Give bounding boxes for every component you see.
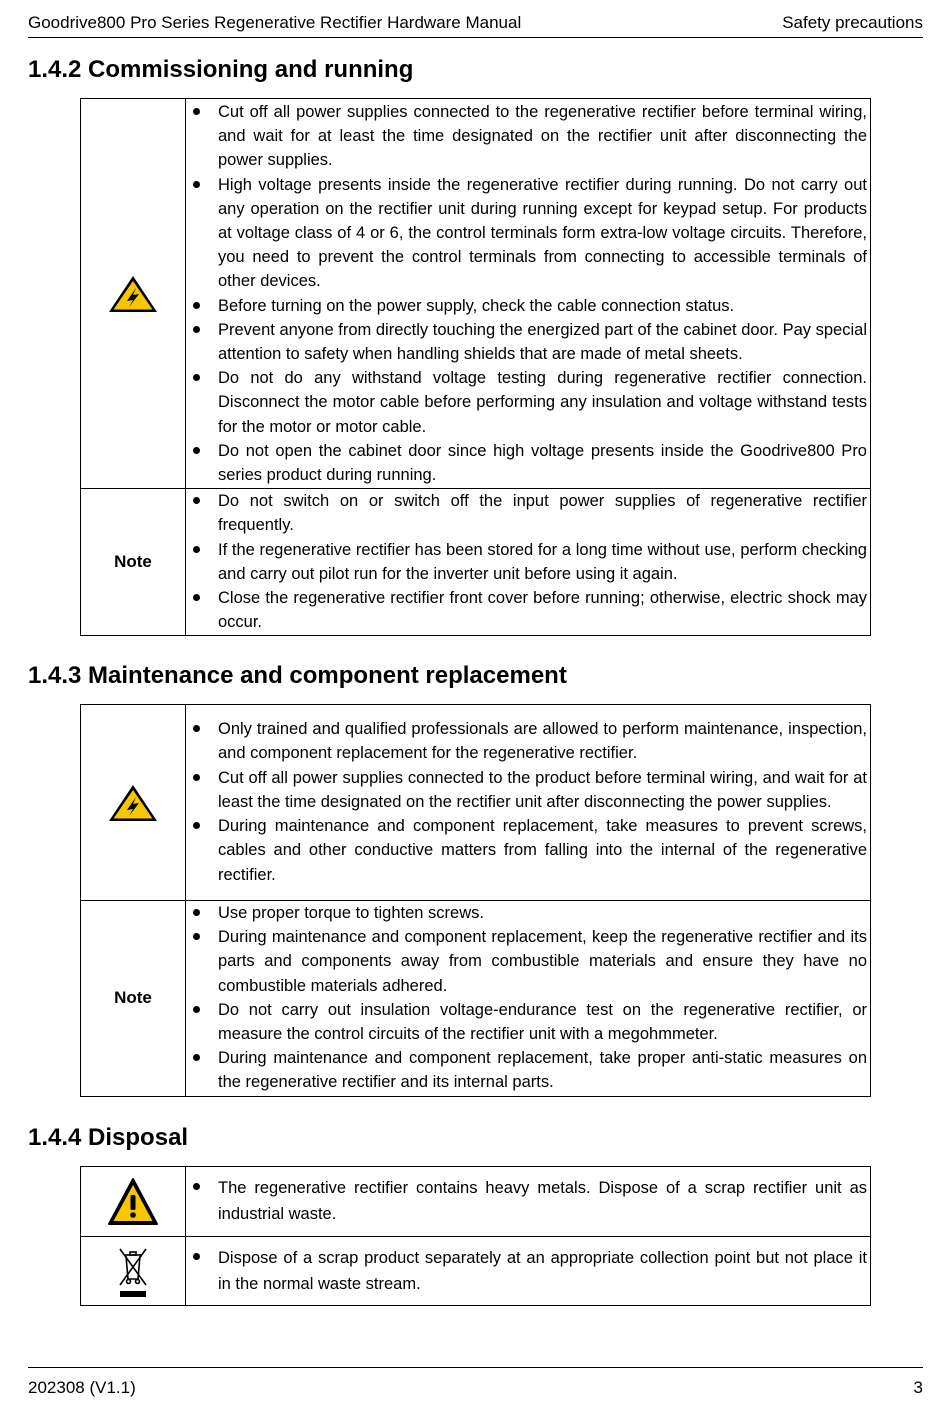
table-row xyxy=(81,1167,871,1237)
list-item: Dispose of a scrap product separately at an appropriate collection point but not place it in the normal waste stream. xyxy=(190,1245,867,1297)
list-item: If the regenerative rectifier has been stored for a long time without use, perform checking and carry out pilot run for the inverter unit before using it again. xyxy=(190,538,867,586)
high-voltage-warning-icon xyxy=(107,783,159,823)
bullet-list xyxy=(190,100,867,487)
table-row xyxy=(81,901,871,1097)
list-item: High voltage presents inside the regenerative rectifier during running. Do not carry out any operation on the rectifier unit during running except for keypad setup. For products at voltage class of 4 or 6, the control terminals form extra-low voltage circuits. Therefore, you need to prevent the control terminals from connecting to accessible terminals of other devices. xyxy=(190,173,867,294)
section-title: 1.4.3 Maintenance and component replacement xyxy=(28,662,567,689)
text-cell xyxy=(186,1237,871,1306)
section-title: 1.4.2 Commissioning and running xyxy=(28,56,414,83)
list-item: Prevent anyone from directly touching the energized part of the cabinet door. Pay special attention to safety when handling shields that are made of metal sheets. xyxy=(190,318,867,366)
note-label: Note xyxy=(114,552,152,572)
page-number: 3 xyxy=(913,1378,923,1397)
list-item: Do not open the cabinet door since high voltage presents inside the Goodrive800 Pro series product during running. xyxy=(190,439,867,487)
table-row xyxy=(81,705,871,901)
icon-cell xyxy=(81,1237,186,1306)
list-item: Only trained and qualified professionals are allowed to perform maintenance, inspection, and component replacement for the regenerative rectifier. xyxy=(190,717,867,765)
list-item: During maintenance and component replacement, take measures to prevent screws, cables and other conductive matters from falling into the internal of the regenerative rectifier. xyxy=(190,814,867,887)
bullet-list xyxy=(190,901,867,1095)
note-label: Note xyxy=(114,988,152,1008)
document-version: 202308 (V1.1) xyxy=(28,1378,136,1397)
list-item: Close the regenerative rectifier front cover before running; otherwise, electric shock may occur. xyxy=(190,586,867,634)
text-cell xyxy=(186,705,871,901)
page-header xyxy=(28,10,923,38)
list-item: Before turning on the power supply, check the cable connection status. xyxy=(190,294,867,318)
text-cell xyxy=(186,901,871,1097)
bullet-list xyxy=(190,1175,867,1227)
list-item: Cut off all power supplies connected to the product before terminal wiring, and wait for at least the time designated on the rectifier unit after disconnecting the power supplies. xyxy=(190,766,867,814)
section-title: 1.4.4 Disposal xyxy=(28,1124,189,1151)
list-item: Do not carry out insulation voltage-endurance test on the regenerative rectifier, or measure the control circuits of the rectifier unit with a megohmmeter. xyxy=(190,998,867,1046)
text-cell xyxy=(186,489,871,636)
safety-table xyxy=(80,704,871,1097)
list-item: Use proper torque to tighten screws. xyxy=(190,901,867,925)
bullet-list xyxy=(190,1245,867,1297)
list-item: Cut off all power supplies connected to the regenerative rectifier before terminal wiring, and wait for at least the time designated on the rectifier unit after disconnecting the power supplies. xyxy=(190,100,867,173)
icon-cell xyxy=(81,1167,186,1237)
note-cell xyxy=(81,901,186,1097)
page-footer xyxy=(28,1367,923,1398)
list-item: During maintenance and component replacement, take proper anti-static measures on the regenerative rectifier and its internal parts. xyxy=(190,1046,867,1094)
bullet-list xyxy=(190,489,867,634)
weee-crossed-bin-icon xyxy=(116,1243,150,1299)
icon-cell xyxy=(81,99,186,489)
bullet-list xyxy=(190,717,867,886)
text-cell xyxy=(186,99,871,489)
manual-title: Goodrive800 Pro Series Regenerative Rectifier Hardware Manual xyxy=(28,13,522,32)
table-row xyxy=(81,1237,871,1306)
list-item: During maintenance and component replacement, keep the regenerative rectifier and its parts and components away from combustible materials and ensure they have no combustible materials adhered. xyxy=(190,925,867,998)
table-row xyxy=(81,99,871,489)
icon-cell xyxy=(81,705,186,901)
list-item: Do not switch on or switch off the input power supplies of regenerative rectifier frequently. xyxy=(190,489,867,537)
text-cell xyxy=(186,1167,871,1237)
safety-table xyxy=(80,1166,871,1306)
safety-table xyxy=(80,98,871,636)
note-cell xyxy=(81,489,186,636)
table-row xyxy=(81,489,871,636)
high-voltage-warning-icon xyxy=(107,274,159,314)
chapter-title: Safety precautions xyxy=(782,13,923,32)
general-warning-icon xyxy=(107,1176,159,1228)
list-item: The regenerative rectifier contains heavy metals. Dispose of a scrap rectifier unit as industrial waste. xyxy=(190,1175,867,1227)
list-item: Do not do any withstand voltage testing during regenerative rectifier connection. Disconnect the motor cable before performing any insulation and voltage withstand tests for the motor or motor cable. xyxy=(190,366,867,439)
